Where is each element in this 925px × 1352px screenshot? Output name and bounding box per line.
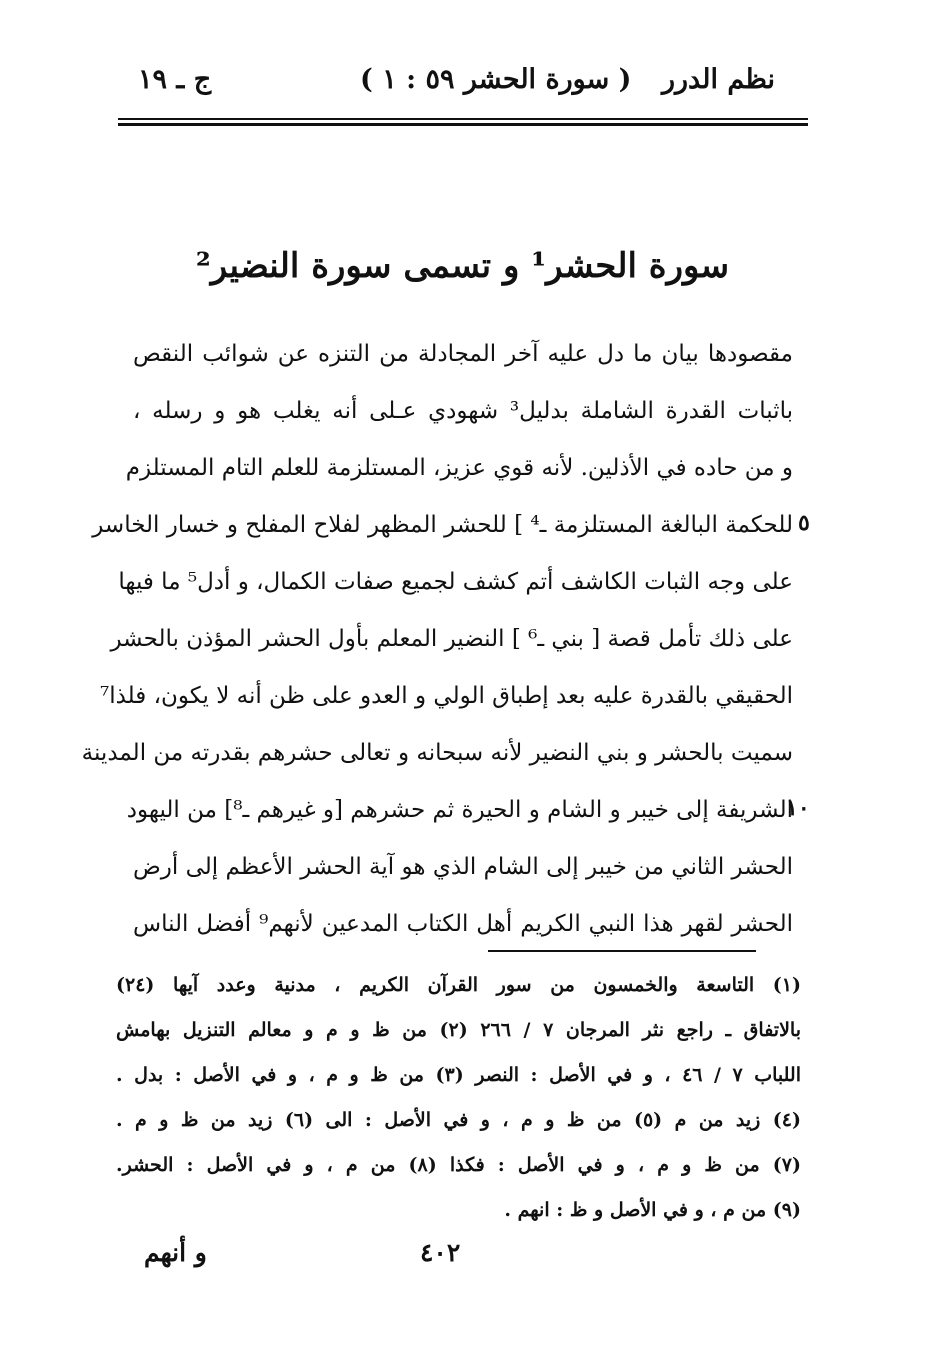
page-number: ٤٠٢ <box>420 1238 461 1267</box>
line-number-10: ١٠ <box>786 795 810 821</box>
footnote-line: (٧) من ظ و م ، و في الأصل : فكذا (٨) من م ، و في الأصل : الحشر. <box>116 1154 801 1176</box>
footnote-line: (٤) زيد من م (٥) من ظ و م ، و في الأصل : الى (٦) زيد من ظ و م . <box>116 1109 802 1131</box>
catchword: و أنهم <box>144 1238 207 1267</box>
footnote-line: (١) التاسعة والخمسون من سور القرآن الكريم ، مدنية وعدد آيها (٢٤) <box>116 974 801 996</box>
text-line: الحقيقي بالقدرة عليه بعد إطباق الولي و العدو على ظن أنه لا يكون، فلذا⁷ <box>99 683 793 709</box>
text-line: على وجه الثبات الكاشف أتم كشف لجميع صفات الكمال، و أدل⁵ ما فيها <box>118 569 793 595</box>
running-head-book-title: نظم الدرر <box>661 64 775 95</box>
running-head-surah-reference: ( سورة الحشر ٥٩ : ١ ) <box>360 64 632 95</box>
header-rule-thick <box>118 123 808 126</box>
footnote-separator <box>488 950 756 952</box>
text-line: على ذلك تأمل قصة [ بني ـ⁶ ] النضير المعلم بأول الحشر المؤذن بالحشر <box>110 626 793 652</box>
text-line: الحشر الثاني من خيبر إلى الشام الذي هو آية الحشر الأعظم إلى أرض <box>133 854 793 880</box>
running-head-volume: ج ـ ١٩ <box>138 64 212 95</box>
text-line: الشريفة إلى خيبر و الشام و الحيرة ثم حشرهم [و غيرهم ـ⁸] من اليهود <box>126 797 793 823</box>
text-line: للحكمة البالغة المستلزمة ـ⁴ ] للحشر المظهر لفلاح المفلح و خسار الخاسر <box>92 512 793 538</box>
text-line: الحشر لقهر هذا النبي الكريم أهل الكتاب المدعين لأنهم⁹ أفضل الناس <box>133 911 794 937</box>
text-line: باثبات القدرة الشاملة بدليل³ شهودي عـلى أنه يغلب هو و رسله ، <box>133 398 793 424</box>
line-number-5: ٥ <box>798 510 810 536</box>
text-line: سميت بالحشر و بني النضير لأنه سبحانه و تعالى حشرهم بقدرته من المدينة <box>81 740 793 766</box>
text-line: و من حاده في الأذلين. لأنه قوي عزيز، المستلزمة للعلم التام المستلزم <box>125 455 793 481</box>
header-rule-thin <box>118 118 808 120</box>
footnote-line: بالاتفاق ـ راجع نثر المرجان ٧ / ٢٦٦ (٢) من ظ و م و معالم التنزيل بهامش <box>116 1019 802 1041</box>
footnote-line: (٩) من م ، و في الأصل و ظ : انهم . <box>504 1199 801 1221</box>
footnote-line: اللباب ٧ / ٤٦ ، و في الأصل : النصر (٣) من ظ و م ، و في الأصل : بدل . <box>116 1064 801 1086</box>
surah-title: سورة الحشر¹ و تسمى سورة النضير² <box>195 246 730 286</box>
text-line: مقصودها بيان ما دل عليه آخر المجادلة من التنزه عن شوائب النقص <box>133 341 793 367</box>
